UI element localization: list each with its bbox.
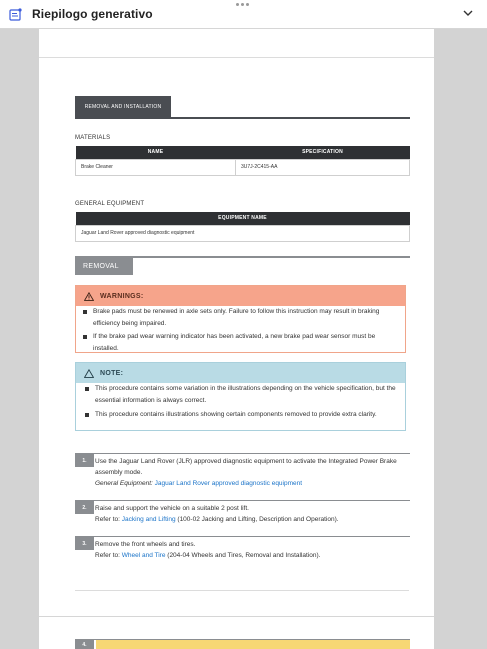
step-rule <box>75 536 410 537</box>
materials-heading: MATERIALS <box>75 135 111 141</box>
equipment-heading: GENERAL EQUIPMENT <box>75 201 145 207</box>
step-reference <box>95 550 320 561</box>
warning-text: efficiency being impaired. <box>93 320 167 327</box>
step-reference <box>95 514 339 525</box>
step-1-text <box>95 456 397 489</box>
step-4-highlight <box>96 640 410 649</box>
step-line: Remove the front wheels and tires. <box>95 541 196 548</box>
warning-triangle-icon <box>84 292 94 301</box>
step-number: 4. <box>75 640 94 649</box>
warning-text: installed. <box>93 345 119 352</box>
note-triangle-icon <box>84 369 94 378</box>
warning-header <box>76 286 405 306</box>
step-line: assembly mode. <box>95 469 143 476</box>
warning-item <box>93 306 379 330</box>
step-equipment <box>95 478 397 489</box>
table-row <box>76 225 410 241</box>
materials-table <box>75 146 410 176</box>
reference-label: Refer to: <box>95 516 120 523</box>
bullet-icon <box>83 335 87 339</box>
step-rule <box>75 453 410 454</box>
step-4 <box>75 640 410 649</box>
jacking-lifting-link[interactable]: Jacking and Lifting <box>121 516 176 523</box>
step-rule <box>75 500 410 501</box>
equipment-label: General Equipment: <box>95 480 153 487</box>
table-header: EQUIPMENT NAME <box>76 212 410 225</box>
step-line: Raise and support the vehicle on a suitable 2 post lift. <box>95 505 249 512</box>
reference-detail: (204-04 Wheels and Tires, Removal and Installation). <box>167 552 321 559</box>
equipment-table <box>75 212 410 242</box>
table-row <box>76 159 410 175</box>
chevron-down-icon[interactable] <box>463 9 473 17</box>
note-title: NOTE: <box>100 369 124 377</box>
reference-detail: (100-02 Jacking and Lifting, Description and Operation). <box>177 516 339 523</box>
warning-text: Brake pads must be renewed in axle sets only. Failure to follow this instruction may result in braking <box>93 308 380 315</box>
table-cell: Jaguar Land Rover approved diagnostic equipment <box>76 225 410 241</box>
note-text: This procedure contains some variation in the illustrations depending on the vehicle specification, but the <box>95 385 396 392</box>
step-number: 3. <box>75 537 94 550</box>
step-2-text <box>95 503 339 525</box>
step-number: 1. <box>75 454 94 467</box>
step-number: 2. <box>75 501 94 514</box>
table-header: SPECIFICATION <box>236 146 410 159</box>
removal-title: REMOVAL <box>75 257 133 275</box>
warning-text: If the brake pad wear warning indicator has been activated, a new brake pad wear sensor must be <box>93 333 376 340</box>
app-title: Riepilogo generativo <box>32 7 153 21</box>
note-item <box>95 409 377 421</box>
wheel-tire-link[interactable]: Wheel and Tire <box>121 552 166 559</box>
table-cell: Brake Cleaner <box>76 159 236 175</box>
equipment-link[interactable]: Jaguar Land Rover approved diagnostic equipment <box>154 480 303 487</box>
table-cell: 3U7J-2C415-AA <box>236 159 410 175</box>
section-rule <box>75 117 410 119</box>
note-header <box>76 363 405 383</box>
step-line: Use the Jaguar Land Rover (JLR) approved diagnostic equipment to activate the Integrated Power Brake <box>95 458 397 465</box>
app-header <box>0 0 487 29</box>
page-divider <box>39 57 434 58</box>
warning-title: WARNINGS: <box>100 292 144 300</box>
bullet-icon <box>85 387 89 391</box>
step-3-text <box>95 539 320 561</box>
note-item <box>95 383 396 407</box>
bullet-icon <box>83 310 87 314</box>
section-title: REMOVAL AND INSTALLATION <box>75 96 171 118</box>
more-dots-icon[interactable] <box>235 3 251 7</box>
table-header: NAME <box>76 146 236 159</box>
bullet-icon <box>85 413 89 417</box>
page-divider <box>75 590 409 591</box>
note-text: This procedure contains illustrations showing certain components removed to provide extra clarity. <box>95 411 377 418</box>
warning-item <box>93 331 375 355</box>
note-text: essential information is always correct. <box>95 397 207 404</box>
summary-doc-icon <box>9 8 22 21</box>
reference-label: Refer to: <box>95 552 120 559</box>
